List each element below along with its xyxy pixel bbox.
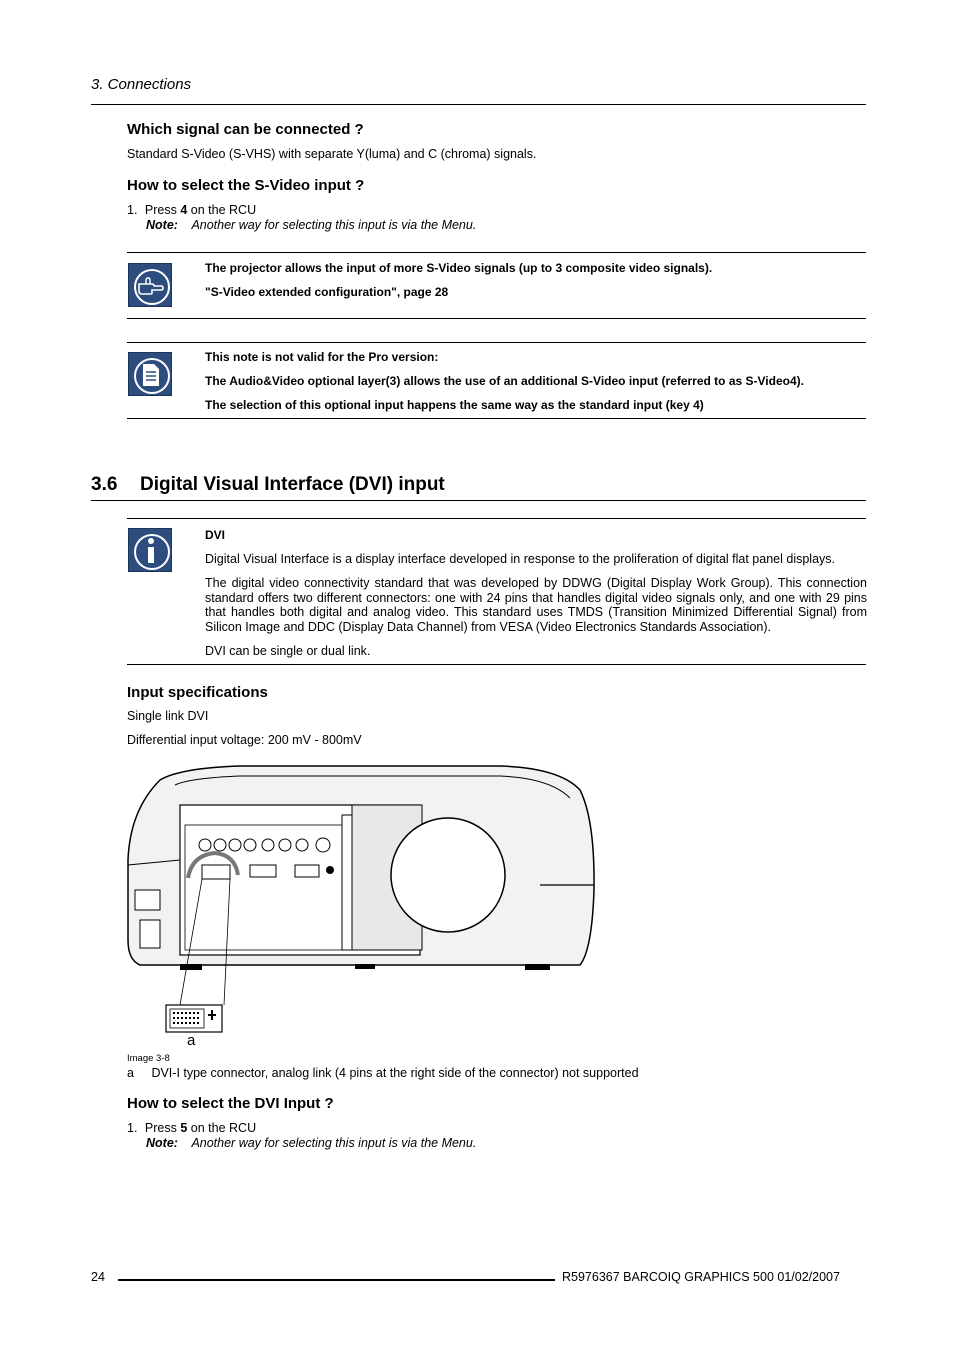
signal-heading: Which signal can be connected ? [127,121,364,138]
note-line-3: The selection of this optional input happens the same way as the standard input (key 4) [205,398,704,412]
note-box-bottom-rule [127,418,866,419]
spec-line-2: Differential input voltage: 200 mV - 800mV [127,733,362,747]
step-key: 5 [180,1121,188,1135]
legend-letter: a [127,1066,134,1080]
section-number: 3.6 [91,474,118,495]
svideo-step [127,203,256,217]
tip-box-top-rule [127,252,866,253]
svideo-note [146,218,476,232]
chapter-header: 3. Connections [91,76,192,93]
step-suffix: on the RCU [187,1121,257,1135]
select-svideo-heading: How to select the S-Video input ? [127,177,365,194]
info-box-top-rule [127,518,866,519]
page-number: 24 [91,1270,105,1284]
footer-rule [118,1279,555,1281]
info-paragraph-1: Digital Visual Interface is a display interface developed in response to the proliferation of digital flat panel displays. [205,552,835,566]
step-prefix: Press [144,203,181,217]
note-box-top-rule [127,342,866,343]
step-key: 4 [180,203,188,217]
info-title: DVI [205,528,226,542]
legend-text: DVI-I type connector, analog link (4 pins at the right side of the connector) not supported [151,1066,639,1080]
tip-line-1: The projector allows the input of more S-Video signals (up to 3 composite video signals). [205,261,713,275]
note-line-2: The Audio&Video optional layer(3) allows the use of an additional S-Video input (referred to as S-Video4). [205,374,804,388]
tip-line-2-link[interactable]: "S-Video extended configuration", page 28 [205,285,449,299]
figure-callout-letter: a [187,1032,196,1049]
info-box-bottom-rule [127,664,866,665]
spec-line-1: Single link DVI [127,709,209,723]
note-label: Note: [146,218,178,232]
section-rule [91,500,866,501]
step-number: 1. [127,203,138,217]
input-specs-heading: Input specifications [127,684,268,701]
note-document-icon [128,352,172,396]
note-line-1: This note is not valid for the Pro version: [205,350,439,364]
figure-caption: Image 3-8 [127,1053,170,1064]
projector-rear-illustration [120,760,600,1060]
figure-legend [127,1066,639,1080]
step-number: 1. [127,1121,138,1135]
info-paragraph-3: DVI can be single or dual link. [205,644,371,658]
tip-box-bottom-rule [127,318,866,319]
header-rule [91,104,866,105]
footer-doc-info: R5976367 BARCOIQ GRAPHICS 500 01/02/2007 [562,1270,840,1284]
section-title: Digital Visual Interface (DVI) input [140,474,445,495]
signal-text: Standard S-Video (S-VHS) with separate Y(luma) and C (chroma) signals. [127,147,537,161]
info-icon [128,528,172,572]
note-text: Another way for selecting this input is via the Menu. [191,1136,477,1150]
section-heading [91,474,445,496]
step-suffix: on the RCU [187,203,257,217]
dvi-note [146,1136,476,1150]
note-label: Note: [146,1136,178,1150]
step-prefix: Press [144,1121,181,1135]
select-dvi-heading: How to select the DVI Input ? [127,1095,334,1112]
dvi-step [127,1121,256,1135]
info-paragraph-2: The digital video connectivity standard that was developed by DDWG (Digital Display Work Group). This connection standard offers two different connectors: one with 24 pins that handles digital video signals only, and one with 29 pins that handles both digital and analog video. This standard uses TMDS (Transition Minimized Differential Signal) from Silicon Image and DDC (Display Data Channel) from VESA (Video Electronics Standards Association). [205,576,867,634]
pointing-hand-icon [128,263,172,307]
note-text: Another way for selecting this input is via the Menu. [191,218,477,232]
